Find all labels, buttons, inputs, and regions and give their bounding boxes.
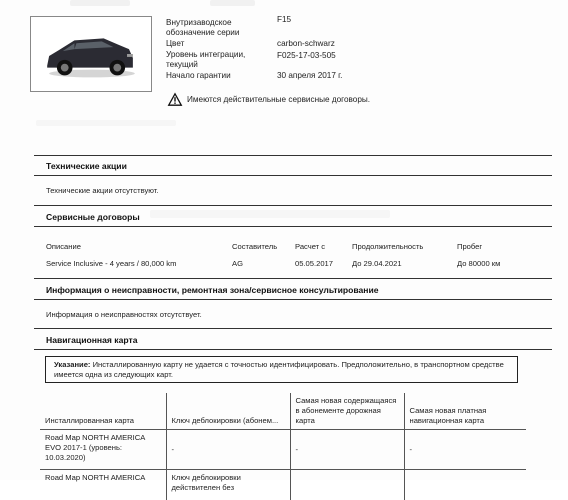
vehicle-field-value: 30 апреля 2017 г.: [277, 71, 343, 80]
scan-smudge: [70, 0, 130, 6]
navigation-map-table: [40, 393, 526, 500]
vehicle-field-label: текущий: [166, 60, 198, 69]
cell-installed-map: Road Map NORTH AMERICA: [40, 470, 166, 500]
notice-text: Имеются действительные сервисные договоры.: [187, 95, 371, 104]
section-divider: [34, 328, 552, 329]
note-text: Инсталлированную карту не удается с точностью идентифицировать. Предположительно, в транспортном средстве имеется одна из следующих карт.: [54, 360, 504, 379]
col-header-unlock-key: Ключ деблокировки (абонем...: [166, 393, 290, 430]
contract-description: Service Inclusive - 4 years / 80,000 km: [46, 259, 177, 268]
cell-unlock-key: Ключ деблокировки действителен без: [166, 470, 290, 500]
contract-author: AG: [232, 259, 243, 268]
scan-smudge: [210, 0, 255, 6]
vehicle-image: [30, 16, 152, 92]
malfunction-text: Информация о неисправностях отсутствует.: [46, 310, 202, 319]
vehicle-field-value: carbon-schwarz: [277, 39, 335, 48]
table-row: [40, 430, 526, 470]
contract-valid-from: 05.05.2017: [295, 259, 334, 268]
section-divider: [34, 155, 552, 156]
col-header-description: Описание: [46, 242, 81, 251]
section-title-tech-actions: Технические акции: [46, 161, 127, 171]
scan-smudge: [150, 210, 390, 218]
tech-actions-text: Технические акции отсутствуют.: [46, 186, 159, 195]
cell-installed-map: Road Map NORTH AMERICA EVO 2017-1 (уровень: 10.03.2020): [40, 430, 166, 470]
cell-unlock-key: -: [166, 430, 290, 470]
col-header-mileage: Пробег: [457, 242, 483, 251]
table-header-row: [40, 393, 526, 430]
note-label: Указание:: [54, 360, 91, 369]
col-header-latest-paid: Самая новая платная навигационная карта: [409, 406, 487, 425]
contract-mileage: До 80000 км: [457, 259, 501, 268]
vehicle-field-label: Внутризаводское: [166, 18, 232, 27]
warning-icon: [168, 93, 182, 106]
cell-latest-subscription: -: [290, 430, 404, 470]
vehicle-field-label: Начало гарантии: [166, 71, 231, 80]
cell-latest-paid: -: [404, 430, 526, 470]
cell-latest-paid: [404, 470, 526, 500]
vehicle-field-value: F15: [277, 15, 292, 24]
section-title-navigation: Навигационная карта: [46, 335, 138, 345]
cell-latest-subscription: [290, 470, 404, 500]
col-header-author: Составитель: [232, 242, 278, 251]
scan-smudge: [36, 120, 176, 126]
col-header-latest-subscription: Самая новая содержащаяся в абонементе дорожная карта: [290, 393, 404, 430]
col-header-valid-from: Расчет с: [295, 242, 326, 251]
section-divider: [34, 349, 552, 350]
section-divider: [34, 205, 552, 206]
car-icon: [31, 17, 151, 91]
col-header-installed-map: Инсталлированная карта: [40, 393, 166, 430]
section-divider: [34, 175, 552, 176]
section-divider: [34, 299, 552, 300]
navigation-note: [45, 356, 518, 383]
section-divider: [34, 226, 552, 227]
contract-duration: До 29.04.2021: [352, 259, 402, 268]
table-row: [40, 470, 526, 500]
vehicle-field-value: F025-17-03-505: [277, 51, 336, 60]
vehicle-field-label: обозначение серии: [166, 28, 240, 37]
section-divider: [34, 278, 552, 279]
service-contract-notice: [168, 93, 370, 106]
vehicle-field-label: Уровень интеграции,: [166, 50, 246, 59]
section-title-malfunction: Информация о неисправности, ремонтная зона/сервисное консультирование: [46, 285, 379, 295]
section-title-service-contracts: Сервисные договоры: [46, 212, 140, 222]
col-header-duration: Продолжительность: [352, 242, 424, 251]
vehicle-field-label: Цвет: [166, 39, 185, 48]
